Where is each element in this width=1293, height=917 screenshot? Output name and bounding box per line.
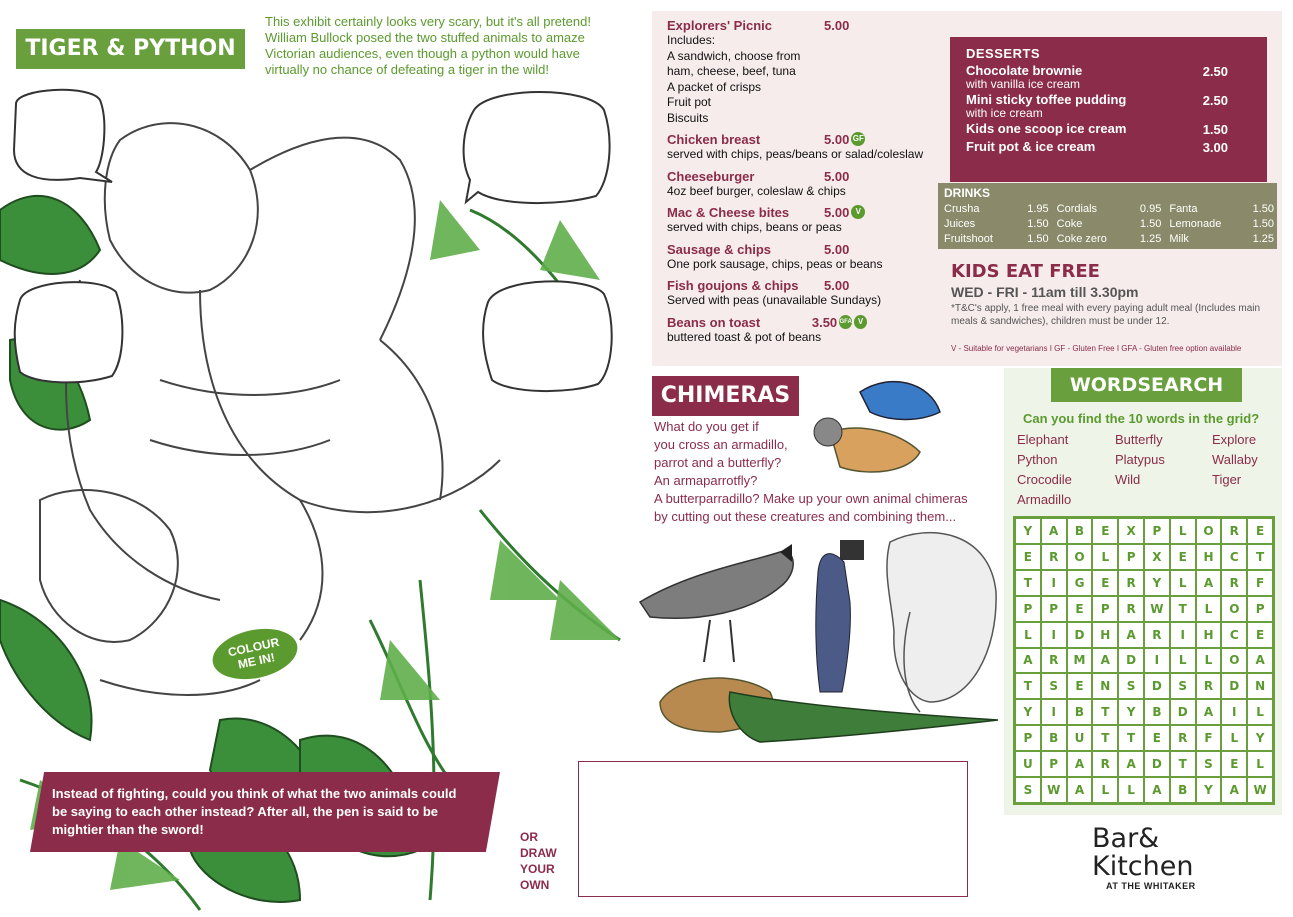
grid-cell[interactable]: L	[1221, 725, 1247, 751]
dessert-item-text	[966, 122, 1126, 137]
dessert-price: 2.50	[1202, 93, 1228, 108]
dessert-item	[966, 64, 1228, 90]
menu-items	[667, 18, 947, 351]
drinks-column	[1169, 202, 1274, 247]
speech-bubble-3	[15, 282, 123, 382]
grid-cell[interactable]: S	[1196, 751, 1222, 777]
chimera-icon	[814, 382, 940, 472]
wordsearch-word: Crocodile	[1017, 472, 1072, 487]
menu-item-name: Cheeseburger	[667, 168, 755, 184]
grid-cell[interactable]: L	[1247, 699, 1273, 725]
grid-cell[interactable]: L	[1015, 622, 1041, 648]
grid-cell[interactable]: E	[1221, 751, 1247, 777]
menu-item-name: Chicken breast	[667, 132, 761, 147]
chimeras-text: What do you get if you cross an armadillo, parrot and a butterfly? An armaparrotfly? A butterparradillo? Make up your own animal chimeras by cutting out these creatures and combining them...	[654, 419, 968, 524]
grid-cell[interactable]: G	[1067, 570, 1093, 596]
drink-item	[1057, 217, 1162, 232]
grid-cell[interactable]: L	[1170, 518, 1196, 544]
desserts-title: DESSERTS	[966, 46, 1041, 61]
grid-cell[interactable]: T	[1092, 725, 1118, 751]
grid-cell[interactable]: P	[1015, 725, 1041, 751]
grid-cell[interactable]: A	[1015, 648, 1041, 674]
dessert-price: 2.50	[1202, 64, 1228, 79]
dessert-name: Fruit pot & ice cream	[966, 139, 1096, 154]
grid-cell[interactable]: M	[1067, 648, 1093, 674]
grid-cell[interactable]: L	[1196, 648, 1222, 674]
grid-cell[interactable]: B	[1067, 518, 1093, 544]
dessert-item-text	[966, 140, 1095, 155]
drink-item	[1057, 232, 1162, 247]
grid-cell[interactable]: D	[1118, 648, 1144, 674]
grid-cell[interactable]: I	[1041, 699, 1067, 725]
menu-item	[667, 132, 947, 163]
drink-price: 1.50	[1027, 233, 1049, 245]
grid-cell[interactable]: T	[1118, 725, 1144, 751]
dessert-price: 1.50	[1202, 122, 1228, 137]
grid-cell[interactable]: S	[1118, 673, 1144, 699]
grid-cell[interactable]: C	[1221, 544, 1247, 570]
dessert-name: Mini sticky toffee pudding	[966, 92, 1127, 107]
menu-item-header	[667, 242, 867, 257]
grid-cell[interactable]: E	[1067, 596, 1093, 622]
grid-cell[interactable]: R	[1041, 544, 1067, 570]
grid-cell[interactable]: R	[1118, 570, 1144, 596]
grid-cell[interactable]: Y	[1144, 570, 1170, 596]
grid-cell[interactable]: T	[1170, 751, 1196, 777]
grid-cell[interactable]: Y	[1015, 518, 1041, 544]
grid-cell[interactable]: U	[1067, 725, 1093, 751]
dietary-badge-icon: GF	[851, 132, 865, 146]
drink-name: Fruitshoot	[944, 233, 993, 245]
grid-cell[interactable]: P	[1015, 596, 1041, 622]
dessert-item	[966, 93, 1228, 119]
dessert-name: Kids one scoop ice cream	[966, 121, 1127, 136]
parrot-icon	[640, 544, 793, 662]
drink-price: 1.50	[1252, 218, 1275, 230]
drink-price: 1.25	[1139, 233, 1162, 245]
grid-cell[interactable]: P	[1118, 544, 1144, 570]
grid-cell[interactable]: E	[1015, 544, 1041, 570]
wordsearch-word: Explore	[1212, 432, 1257, 447]
grid-cell[interactable]: Y	[1118, 699, 1144, 725]
grid-cell[interactable]: I	[1144, 648, 1170, 674]
leaf-icon	[0, 196, 100, 274]
chimeras-title: CHIMERAS	[652, 376, 799, 416]
leaf-icon	[0, 600, 92, 740]
wordsearch-title: WORDSEARCH	[1051, 368, 1242, 402]
grid-cell[interactable]: T	[1015, 673, 1041, 699]
drink-name: Coke	[1056, 218, 1083, 230]
drink-price: 1.95	[1027, 203, 1049, 215]
grid-cell[interactable]: D	[1144, 751, 1170, 777]
grid-cell[interactable]: D	[1170, 699, 1196, 725]
menu-item-desc: Includes: A sandwich, choose from ham, cheese, beef, tuna A packet of crisps Fruit pot Biscuits	[667, 33, 801, 125]
wordsearch-grid[interactable]	[1013, 516, 1275, 805]
menu-item-header	[667, 278, 867, 293]
menu-item-header	[667, 18, 867, 33]
grid-cell[interactable]: N	[1247, 673, 1273, 699]
wordsearch-word: Armadillo	[1017, 492, 1072, 507]
colour-me-in-badge: COLOUR ME IN!	[208, 622, 302, 687]
grid-cell[interactable]: X	[1118, 518, 1144, 544]
menu-item-price: 5.00	[824, 241, 850, 257]
menu-item-desc: 4oz beef burger, coleslaw & chips	[667, 183, 846, 198]
dietary-key: V - Suitable for vegetarians I GF - Gluten Free I GFA - Gluten free option available	[951, 344, 1242, 353]
drink-price: 1.25	[1252, 233, 1275, 245]
grid-cell[interactable]: P	[1247, 596, 1273, 622]
grid-cell[interactable]: B	[1067, 699, 1093, 725]
grid-cell[interactable]: A	[1221, 777, 1247, 803]
grid-cell[interactable]: R	[1221, 570, 1247, 596]
grid-cell[interactable]: L	[1196, 596, 1222, 622]
grid-cell[interactable]: F	[1247, 570, 1273, 596]
dietary-badge-icon: V	[851, 205, 865, 219]
dessert-item-text	[966, 64, 1082, 90]
drink-price: 0.95	[1139, 203, 1162, 215]
menu-item-desc: buttered toast & pot of beans	[667, 329, 822, 344]
grid-cell[interactable]: D	[1067, 622, 1093, 648]
menu-item-price: 5.00	[824, 168, 850, 184]
grid-cell[interactable]: T	[1170, 596, 1196, 622]
menu-item-price: 5.00	[824, 18, 850, 33]
drink-item	[1169, 202, 1274, 217]
menu-item	[667, 169, 947, 200]
grid-cell[interactable]: T	[1015, 570, 1041, 596]
drink-name: Coke zero	[1056, 233, 1107, 245]
drink-item	[944, 202, 1049, 217]
grid-cell[interactable]: L	[1170, 570, 1196, 596]
elephant-icon	[887, 533, 996, 712]
grid-cell[interactable]: N	[1092, 673, 1118, 699]
grid-cell[interactable]: A	[1092, 648, 1118, 674]
kids-eat-free-terms: *T&C's apply, 1 free meal with every paying adult meal (Includes main meals & sandwiches), children must be under 12.	[951, 303, 1261, 327]
wordsearch-word: Wild	[1115, 472, 1141, 487]
grid-cell[interactable]: B	[1144, 699, 1170, 725]
grid-cell[interactable]: O	[1221, 648, 1247, 674]
grid-cell[interactable]: H	[1092, 622, 1118, 648]
menu-item-header	[667, 169, 867, 184]
drink-name: Crusha	[944, 203, 980, 215]
dietary-badge-icon: GFA	[839, 315, 852, 329]
grid-cell[interactable]: E	[1092, 518, 1118, 544]
menu-item-price: 5.00	[824, 278, 850, 293]
speech-prompt-text: Instead of fighting, could you think of what the two animals could be saying to each other instead? After all, the pen is said to be mightier than the sword!	[52, 786, 457, 837]
grid-cell[interactable]: L	[1092, 777, 1118, 803]
desserts-panel	[950, 37, 1267, 182]
grid-cell[interactable]: T	[1092, 699, 1118, 725]
grid-cell[interactable]: R	[1196, 673, 1222, 699]
grid-cell[interactable]: P	[1041, 751, 1067, 777]
grid-cell[interactable]: E	[1247, 622, 1273, 648]
wordsearch-word: Tiger	[1212, 472, 1242, 487]
grid-cell[interactable]: F	[1196, 725, 1222, 751]
grid-cell[interactable]: A	[1067, 777, 1093, 803]
tiger-python-title: TIGER & PYTHON	[16, 29, 245, 69]
draw-your-own-label: OR DRAW YOUR OWN	[520, 830, 557, 892]
grid-cell[interactable]: A	[1144, 777, 1170, 803]
grid-cell[interactable]: B	[1041, 725, 1067, 751]
grid-cell[interactable]: B	[1170, 777, 1196, 803]
dessert-price: 3.00	[1202, 140, 1228, 155]
grid-cell[interactable]: I	[1221, 699, 1247, 725]
kids-eat-free-when: WED - FRI - 11am till 3.30pm	[951, 284, 1139, 300]
menu-item-desc: served with chips, beans or peas	[667, 220, 842, 234]
grid-cell[interactable]: D	[1144, 673, 1170, 699]
grid-cell[interactable]: E	[1144, 725, 1170, 751]
drink-item	[1057, 202, 1162, 217]
grid-cell[interactable]: D	[1221, 673, 1247, 699]
grid-cell[interactable]: E	[1067, 673, 1093, 699]
grid-cell[interactable]: T	[1247, 544, 1273, 570]
drink-name: Juices	[944, 218, 976, 230]
grid-cell[interactable]: A	[1196, 570, 1222, 596]
kids-eat-free-title: KIDS EAT FREE	[951, 261, 1100, 282]
menu-item	[667, 205, 947, 236]
dessert-sub: with ice cream	[966, 106, 1043, 120]
grid-cell[interactable]: Y	[1015, 699, 1041, 725]
drink-name: Cordials	[1056, 203, 1098, 215]
dessert-sub: with vanilla ice cream	[966, 77, 1081, 91]
drink-name: Milk	[1169, 233, 1189, 245]
grid-cell[interactable]: A	[1196, 699, 1222, 725]
menu-item-price: 3.50	[811, 314, 838, 330]
grid-cell[interactable]: I	[1041, 570, 1067, 596]
draw-your-own-box[interactable]	[578, 761, 968, 897]
menu-item-desc: served with chips, peas/beans or salad/coleslaw	[667, 147, 924, 161]
drinks-column	[1057, 202, 1162, 247]
wordsearch-word: Platypus	[1115, 452, 1165, 467]
speech-bubble-4	[483, 281, 612, 391]
grid-cell[interactable]: R	[1170, 725, 1196, 751]
tiger-intro-text: This exhibit certainly looks very scary, but it's all pretend! William Bullock posed the two stuffed animals to amaze Victorian audiences, even though a python would have virtually no chance of defeating a tiger in the wild!	[265, 14, 591, 77]
brand-line-3: AT THE WHITAKER	[1106, 881, 1196, 891]
dessert-name: Chocolate brownie	[966, 63, 1083, 78]
grid-cell[interactable]: A	[1067, 751, 1093, 777]
wordsearch-word-list	[1017, 432, 1282, 508]
grid-cell[interactable]: H	[1196, 622, 1222, 648]
grid-cell[interactable]: P	[1041, 596, 1067, 622]
grid-cell[interactable]: P	[1144, 518, 1170, 544]
menu-item-header	[667, 315, 867, 330]
drinks-column	[944, 202, 1049, 247]
victorian-man-icon	[816, 540, 864, 692]
grid-cell[interactable]: O	[1196, 518, 1222, 544]
grid-cell[interactable]: L	[1092, 544, 1118, 570]
grid-cell[interactable]: L	[1247, 751, 1273, 777]
menu-item-name: Beans on toast	[667, 314, 761, 330]
crocodile-icon	[729, 692, 998, 742]
grid-cell[interactable]: A	[1118, 751, 1144, 777]
grid-cell[interactable]: C	[1221, 622, 1247, 648]
grid-cell[interactable]: U	[1015, 751, 1041, 777]
menu-item-price: 5.00	[824, 132, 850, 147]
drink-price: 1.50	[1252, 203, 1275, 215]
grid-cell[interactable]: W	[1144, 596, 1170, 622]
grid-cell[interactable]: I	[1170, 622, 1196, 648]
menu-item-name: Sausage & chips	[667, 241, 772, 257]
grid-cell[interactable]: H	[1196, 544, 1222, 570]
menu-item-name: Explorers' Picnic	[667, 18, 772, 33]
grid-cell[interactable]: I	[1041, 622, 1067, 648]
menu-item-name: Mac & Cheese bites	[667, 205, 790, 220]
drink-name: Fanta	[1169, 203, 1198, 215]
wordsearch-word: Python	[1017, 452, 1058, 467]
grid-cell[interactable]: O	[1221, 596, 1247, 622]
chimera-creatures-illustration	[630, 372, 1000, 752]
wordsearch-word: Elephant	[1017, 432, 1069, 447]
dessert-item	[966, 140, 1228, 155]
grid-cell[interactable]: X	[1144, 544, 1170, 570]
drink-item	[944, 217, 1049, 232]
dietary-badge-icon: V	[854, 315, 867, 329]
speech-bubble-2	[464, 92, 610, 203]
menu-item-name: Fish goujons & chips	[667, 278, 799, 293]
dessert-item-text	[966, 93, 1126, 119]
menu-item-header	[667, 205, 867, 220]
grid-cell[interactable]: A	[1041, 518, 1067, 544]
menu-item	[667, 18, 947, 126]
wordsearch-word: Wallaby	[1212, 452, 1258, 467]
grid-cell[interactable]: A	[1247, 648, 1273, 674]
grid-cell[interactable]: E	[1092, 570, 1118, 596]
grid-cell[interactable]: S	[1041, 673, 1067, 699]
grid-cell[interactable]: R	[1221, 518, 1247, 544]
drink-item	[1169, 217, 1274, 232]
grid-cell[interactable]: A	[1118, 622, 1144, 648]
grid-cell[interactable]: E	[1170, 544, 1196, 570]
grid-cell[interactable]: R	[1118, 596, 1144, 622]
drinks-panel	[938, 183, 1277, 249]
brand-logo	[1092, 825, 1222, 891]
grid-cell[interactable]: S	[1015, 777, 1041, 803]
menu-item-desc: Served with peas (unavailable Sundays)	[667, 293, 882, 307]
menu-item	[667, 315, 947, 346]
wordsearch-word: Butterfly	[1115, 432, 1163, 447]
grid-cell[interactable]: O	[1067, 544, 1093, 570]
menu-item-desc: One pork sausage, chips, peas or beans	[667, 256, 883, 271]
dessert-item	[966, 122, 1228, 137]
speech-bubble-1	[14, 90, 112, 182]
menu-item-price: 5.00	[824, 205, 850, 220]
wordsearch-question: Can you find the 10 words in the grid?	[1023, 411, 1260, 426]
brand-line-1: Bar&	[1092, 823, 1160, 854]
drink-price: 1.50	[1027, 218, 1049, 230]
grid-cell[interactable]: L	[1170, 648, 1196, 674]
drink-price: 1.50	[1139, 218, 1162, 230]
grid-cell[interactable]: W	[1247, 777, 1273, 803]
menu-item	[667, 278, 947, 309]
brand-line-2: Kitchen	[1092, 851, 1194, 882]
grid-cell[interactable]: R	[1144, 622, 1170, 648]
grid-cell[interactable]: S	[1170, 673, 1196, 699]
grid-cell[interactable]: P	[1092, 596, 1118, 622]
menu-item-header	[667, 132, 867, 147]
drinks-title: DRINKS	[944, 186, 991, 200]
drink-item	[944, 232, 1049, 247]
grid-cell[interactable]: R	[1041, 648, 1067, 674]
grid-cell[interactable]: W	[1041, 777, 1067, 803]
menu-item	[667, 242, 947, 273]
drink-item	[1169, 232, 1274, 247]
grid-cell[interactable]: E	[1247, 518, 1273, 544]
grid-cell[interactable]: R	[1092, 751, 1118, 777]
grid-cell[interactable]: L	[1118, 777, 1144, 803]
grid-cell[interactable]: Y	[1196, 777, 1222, 803]
grid-cell[interactable]: Y	[1247, 725, 1273, 751]
drink-name: Lemonade	[1169, 218, 1222, 230]
